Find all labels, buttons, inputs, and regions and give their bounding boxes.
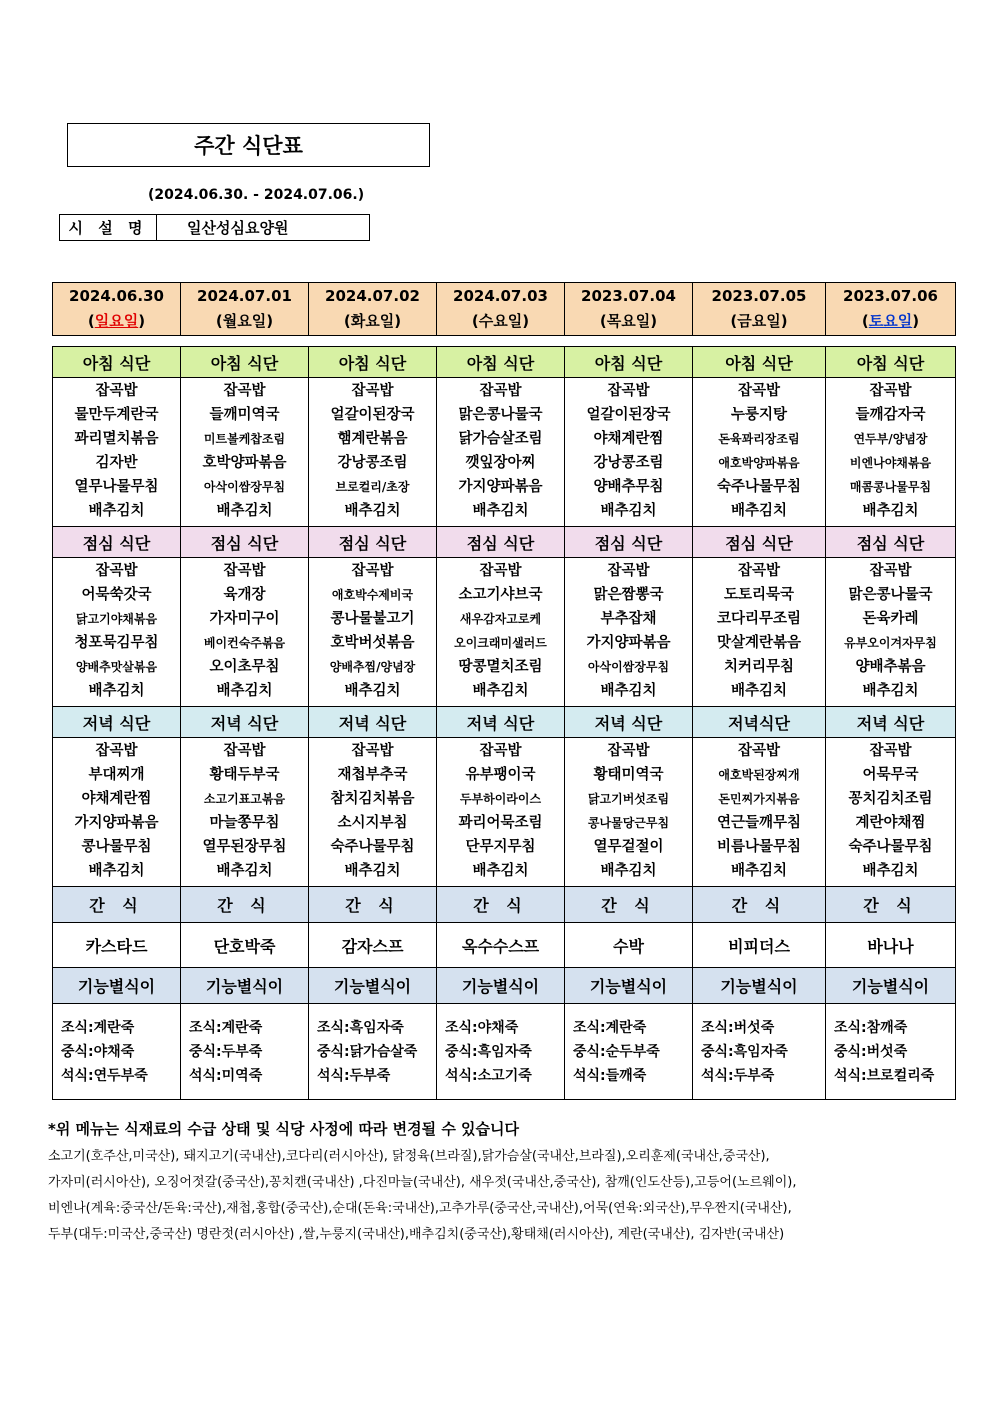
menu-item: 돈민찌가지볶음 <box>718 792 800 806</box>
snack-header: 간 식 <box>309 887 437 923</box>
menu-item: 코다리무조림 <box>716 611 802 627</box>
menu-item: 잡곡밥 <box>351 743 394 759</box>
menu-item: 황태두부국 <box>209 767 280 783</box>
snack-cell: 옥수수스프 <box>437 923 565 968</box>
menu-item: 어묵무국 <box>862 767 919 783</box>
dinner-items-row <box>53 738 956 887</box>
breakfast-items-row <box>53 378 956 527</box>
functional-diet-item: 조식:흑임자죽 <box>317 1019 404 1036</box>
functional-diet-cell <box>181 1004 309 1100</box>
breakfast-header: 아침 식단 <box>53 347 181 378</box>
weekly-menu-table <box>52 346 956 1100</box>
menu-item: 콩나물무침 <box>81 839 152 855</box>
menu-item: 잡곡밥 <box>479 383 522 399</box>
menu-item: 숙주나물무침 <box>848 839 933 855</box>
breakfast-menu-cell <box>565 378 693 527</box>
dinner-menu-cell <box>565 738 693 887</box>
menu-item: 돈육꽈리장조림 <box>718 432 800 446</box>
change-notice: *위 메뉴는 식재료의 수급 상태 및 식당 사정에 따라 변경될 수 있습니다 <box>48 1120 520 1138</box>
date-text: 2024.06.30 <box>69 287 164 305</box>
menu-item: 오이초무침 <box>209 659 280 675</box>
weekday <box>53 309 180 334</box>
menu-item: 열무겉절이 <box>593 839 664 855</box>
menu-item: 잡곡밥 <box>737 563 781 579</box>
functional-diet-header-row <box>53 968 956 1004</box>
menu-item: 잡곡밥 <box>95 743 138 759</box>
snack-header: 간 식 <box>181 887 309 923</box>
weekday <box>826 309 955 334</box>
lunch-header: 점심 식단 <box>565 527 693 558</box>
menu-item: 땅콩멸치조림 <box>458 659 543 675</box>
menu-item: 물만두계란국 <box>74 407 159 423</box>
menu-item: 배추김치 <box>862 683 919 699</box>
date-cell <box>53 283 181 336</box>
menu-item: 잡곡밥 <box>95 563 138 579</box>
menu-item: 가지양파볶음 <box>74 815 159 831</box>
date-cell <box>437 283 565 336</box>
menu-item: 닭가슴살조림 <box>458 431 543 447</box>
functional-diet-header: 기능별식이 <box>181 968 309 1004</box>
menu-item: 누룽지탕 <box>730 407 788 423</box>
weekday-text: 월요일 <box>222 312 267 330</box>
menu-item: 배추김치 <box>862 863 919 879</box>
dinner-menu-cell <box>53 738 181 887</box>
origin-line: 두부(대두:미국산,중국산) 명란젓(러시아산) ,쌀,누룽지(국내산),배추김치(중국산),황태채(러시아산), 계란(국내산), 김자반(국내산) <box>48 1227 785 1242</box>
breakfast-header: 아침 식단 <box>181 347 309 378</box>
weekday-text: 일요일 <box>94 312 139 330</box>
menu-item: 잡곡밥 <box>351 383 394 399</box>
functional-diet-item: 조식:계란죽 <box>61 1019 135 1036</box>
facility-label: 시 설 명 <box>60 215 157 240</box>
functional-diet-item: 중식:흑임자죽 <box>445 1043 532 1060</box>
weekday-paren: ) <box>522 312 530 330</box>
menu-item: 배추김치 <box>344 683 401 699</box>
menu-item: 단무지무침 <box>465 839 536 855</box>
menu-item: 숙주나물무침 <box>330 839 415 855</box>
lunch-header: 점심 식단 <box>437 527 565 558</box>
snack-cell: 비피더스 <box>693 923 826 968</box>
functional-diet-item: 중식:야채죽 <box>61 1043 135 1060</box>
menu-item: 얼갈이된장국 <box>586 407 671 423</box>
weekday-text: 토요일 <box>868 312 913 330</box>
weekday-paren: ( <box>215 312 223 330</box>
menu-item: 양배추무침 <box>593 479 664 495</box>
weekday-text: 목요일 <box>606 312 651 330</box>
menu-item: 잡곡밥 <box>479 743 522 759</box>
menu-item: 배추김치 <box>216 683 273 699</box>
functional-diet-header: 기능별식이 <box>565 968 693 1004</box>
functional-diet-header: 기능별식이 <box>826 968 956 1004</box>
menu-item: 잡곡밥 <box>95 383 138 399</box>
dinner-header: 저녁 식단 <box>437 707 565 738</box>
menu-item: 새우감자고로케 <box>459 612 542 626</box>
lunch-header: 점심 식단 <box>693 527 826 558</box>
lunch-items-row <box>53 558 956 707</box>
origin-info <box>48 1144 953 1248</box>
weekday-paren: ( <box>599 312 607 330</box>
functional-diet-header: 기능별식이 <box>437 968 565 1004</box>
date-text: 2023.07.05 <box>711 287 807 305</box>
menu-item: 얼갈이된장국 <box>330 407 415 423</box>
menu-item: 매콤콩나물무침 <box>849 480 932 494</box>
date-cell <box>181 283 309 336</box>
menu-item: 배추김치 <box>730 683 788 699</box>
menu-item: 치커리무침 <box>723 659 795 675</box>
date-text: 2024.07.01 <box>197 287 292 305</box>
functional-diet-item: 중식:버섯죽 <box>834 1043 908 1060</box>
functional-diet-cell <box>53 1004 181 1100</box>
origin-line: 가자미(러시아산), 오징어젓갈(중국산),꽁치캔(국내산) ,다진마늘(국내산), 새우젓(국내산,중국산), 참깨(인도산등),고등어(노르웨이), <box>48 1175 797 1190</box>
functional-diet-header: 기능별식이 <box>309 968 437 1004</box>
weekday-paren: ) <box>780 312 788 330</box>
menu-item: 꽈리멸치볶음 <box>74 431 159 447</box>
lunch-menu-cell <box>565 558 693 707</box>
menu-item: 배추김치 <box>88 503 145 519</box>
lunch-header-row <box>53 527 956 558</box>
snack-header: 간 식 <box>565 887 693 923</box>
functional-diet-item: 석식:두부죽 <box>317 1067 391 1084</box>
dinner-menu-cell <box>826 738 956 887</box>
menu-item: 양배추맛살볶음 <box>75 660 158 674</box>
functional-diet-header: 기능별식이 <box>693 968 826 1004</box>
date-text: 2023.07.06 <box>843 287 938 305</box>
functional-diet-item: 석식:브로컬리죽 <box>834 1067 935 1084</box>
menu-item: 김자반 <box>95 455 138 471</box>
menu-item: 잡곡밥 <box>869 563 912 579</box>
weekday-paren: ( <box>861 312 869 330</box>
menu-item: 재첩부추국 <box>337 767 408 783</box>
menu-item: 들깨미역국 <box>209 407 280 423</box>
menu-item: 숙주나물무침 <box>716 479 802 495</box>
functional-diet-item: 조식:계란죽 <box>573 1019 647 1036</box>
menu-item: 부대찌개 <box>88 767 145 783</box>
menu-item: 야채계란찜 <box>81 791 152 807</box>
dinner-header-row <box>53 707 956 738</box>
breakfast-header: 아침 식단 <box>826 347 956 378</box>
menu-item: 돈육카레 <box>862 611 919 627</box>
menu-item: 가지양파볶음 <box>586 635 671 651</box>
snack-cell: 카스타드 <box>53 923 181 968</box>
functional-diet-item: 중식:닭가슴살죽 <box>317 1043 418 1060</box>
snack-row <box>53 923 956 968</box>
functional-diet-cell <box>309 1004 437 1100</box>
breakfast-header: 아침 식단 <box>693 347 826 378</box>
weekday-text: 수요일 <box>478 312 523 330</box>
menu-item: 배추김치 <box>600 683 657 699</box>
functional-diet-item: 석식:소고기죽 <box>445 1067 532 1084</box>
menu-item: 꽁치김치조림 <box>848 791 933 807</box>
lunch-menu-cell <box>693 558 826 707</box>
menu-item: 배추김치 <box>730 863 788 879</box>
date-range: (2024.06.30. - 2024.07.06.) <box>148 187 365 203</box>
menu-item: 야채계란찜 <box>593 431 664 447</box>
functional-diet-cell <box>693 1004 826 1100</box>
dinner-menu-cell <box>309 738 437 887</box>
menu-item: 배추김치 <box>216 503 273 519</box>
menu-item: 양배추찜/양념장 <box>329 660 416 674</box>
breakfast-header: 아침 식단 <box>565 347 693 378</box>
menu-item: 배추김치 <box>600 503 657 519</box>
weekday-paren: ( <box>730 312 738 330</box>
menu-item: 잡곡밥 <box>737 743 781 759</box>
menu-item: 맑은콩나물국 <box>848 587 933 603</box>
menu-item: 미트볼케찹조림 <box>203 432 286 446</box>
lunch-menu-cell <box>181 558 309 707</box>
menu-item: 애호박양파볶음 <box>718 456 800 470</box>
menu-item: 육개장 <box>223 587 266 603</box>
menu-item: 잡곡밥 <box>223 743 266 759</box>
functional-diet-item: 석식:들깨죽 <box>573 1067 647 1084</box>
date-cell <box>826 283 956 336</box>
menu-item: 도토리묵국 <box>723 587 795 603</box>
date-text: 2024.07.03 <box>453 287 548 305</box>
menu-item: 배추김치 <box>600 863 657 879</box>
dinner-menu-cell <box>181 738 309 887</box>
lunch-menu-cell <box>53 558 181 707</box>
menu-item: 꽈리어묵조림 <box>458 815 543 831</box>
facility-name: 일산성심요양원 <box>187 219 289 237</box>
menu-item: 청포묵김무침 <box>74 635 159 651</box>
weekday-text: 금요일 <box>737 312 781 330</box>
menu-item: 배추김치 <box>344 863 401 879</box>
weekday <box>693 309 825 334</box>
lunch-menu-cell <box>309 558 437 707</box>
breakfast-menu-cell <box>693 378 826 527</box>
menu-item: 닭고기야채볶음 <box>75 612 158 626</box>
weekday-paren: ) <box>394 312 402 330</box>
menu-item: 배추김치 <box>730 503 788 519</box>
date-cell <box>693 283 826 336</box>
menu-item: 잡곡밥 <box>607 383 650 399</box>
menu-item: 가자미구이 <box>209 611 280 627</box>
snack-cell: 바나나 <box>826 923 956 968</box>
breakfast-menu-cell <box>826 378 956 527</box>
menu-item: 배추김치 <box>472 503 529 519</box>
weekday-paren: ( <box>343 312 351 330</box>
menu-item: 연근들깨무침 <box>716 815 802 831</box>
snack-header: 간 식 <box>437 887 565 923</box>
snack-cell: 단호박죽 <box>181 923 309 968</box>
origin-line: 소고기(호주산,미국산), 돼지고기(국내산),코다리(러시아산), 닭정육(브라질),닭가슴살(국내산,브라질),오리훈제(국내산,중국산), <box>48 1149 770 1164</box>
menu-item: 브로컬리/초장 <box>335 480 410 494</box>
snack-header: 간 식 <box>53 887 181 923</box>
menu-item: 황태미역국 <box>593 767 664 783</box>
dinner-menu-cell <box>437 738 565 887</box>
menu-item: 깻잎장아찌 <box>465 455 536 471</box>
date-text: 2024.07.02 <box>325 287 420 305</box>
functional-diet-item: 석식:미역죽 <box>189 1067 263 1084</box>
origin-line: 비엔나(계육:중국산/돈육:국산),재첩,홍합(중국산),순대(돈육:국내산),고추가루(중국산,국내산),어묵(연육:외국산),무우짠지(국내산), <box>48 1201 792 1216</box>
breakfast-menu-cell <box>181 378 309 527</box>
weekday-paren: ) <box>266 312 274 330</box>
date-cell <box>565 283 693 336</box>
functional-diet-item: 조식:참깨죽 <box>834 1019 908 1036</box>
functional-diet-item: 조식:계란죽 <box>189 1019 263 1036</box>
menu-item: 햄계란볶음 <box>337 431 408 447</box>
functional-diet-item: 석식:연두부죽 <box>61 1067 148 1084</box>
menu-item: 유부오이겨자무침 <box>844 636 937 650</box>
snack-header: 간 식 <box>693 887 826 923</box>
dinner-header: 저녁 식단 <box>53 707 181 738</box>
functional-diet-item: 중식:흑임자죽 <box>701 1043 788 1060</box>
weekday <box>181 309 308 334</box>
menu-item: 잡곡밥 <box>223 383 266 399</box>
menu-item: 잡곡밥 <box>351 563 394 579</box>
functional-diet-item: 조식:야채죽 <box>445 1019 519 1036</box>
functional-diet-cell <box>826 1004 956 1100</box>
dinner-header: 저녁 식단 <box>181 707 309 738</box>
breakfast-menu-cell <box>309 378 437 527</box>
menu-item: 비엔나야채볶음 <box>849 456 932 470</box>
menu-item: 맑은콩나물국 <box>458 407 543 423</box>
menu-item: 가지양파볶음 <box>458 479 543 495</box>
lunch-header: 점심 식단 <box>53 527 181 558</box>
weekday-paren: ) <box>912 312 920 330</box>
menu-item: 부추잡채 <box>600 611 657 627</box>
menu-item: 애호박수제비국 <box>331 588 414 602</box>
menu-item: 애호박된장찌개 <box>718 768 800 782</box>
date-cell <box>309 283 437 336</box>
dinner-menu-cell <box>693 738 826 887</box>
menu-item: 소고기표고볶음 <box>203 792 286 806</box>
breakfast-header: 아침 식단 <box>309 347 437 378</box>
menu-item: 배추김치 <box>472 863 529 879</box>
lunch-menu-cell <box>826 558 956 707</box>
menu-item: 배추김치 <box>88 863 145 879</box>
menu-item: 비름나물무침 <box>716 839 802 855</box>
weekday-text: 화요일 <box>350 312 395 330</box>
menu-item: 두부하이라이스 <box>459 792 542 806</box>
functional-diet-item: 석식:두부죽 <box>701 1067 775 1084</box>
menu-item: 아삭이쌈장무침 <box>587 660 670 674</box>
menu-item: 잡곡밥 <box>737 383 781 399</box>
snack-header: 간 식 <box>826 887 956 923</box>
functional-diet-item: 중식:두부죽 <box>189 1043 263 1060</box>
date-text: 2023.07.04 <box>581 287 676 305</box>
functional-diet-header: 기능별식이 <box>53 968 181 1004</box>
menu-item: 맑은짬뽕국 <box>593 587 664 603</box>
snack-cell: 감자스프 <box>309 923 437 968</box>
weekday-paren: ( <box>87 312 95 330</box>
lunch-menu-cell <box>437 558 565 707</box>
menu-item: 배추김치 <box>472 683 529 699</box>
menu-item: 오이크래미샐러드 <box>454 636 547 650</box>
snack-header-row <box>53 887 956 923</box>
menu-item: 배추김치 <box>216 863 273 879</box>
weekday-paren: ) <box>138 312 146 330</box>
breakfast-header: 아침 식단 <box>437 347 565 378</box>
functional-diet-row <box>53 1004 956 1100</box>
menu-item: 콩나물불고기 <box>330 611 415 627</box>
functional-diet-cell <box>565 1004 693 1100</box>
menu-item: 계란야채찜 <box>855 815 926 831</box>
menu-item: 마늘쫑무침 <box>209 815 280 831</box>
dinner-header: 저녁 식단 <box>826 707 956 738</box>
menu-item: 잡곡밥 <box>869 743 912 759</box>
menu-item: 소고기샤브국 <box>458 587 543 603</box>
menu-item: 강낭콩조림 <box>337 455 408 471</box>
date-header-table <box>52 282 956 336</box>
menu-item: 양배추볶음 <box>855 659 926 675</box>
facility-box <box>59 214 370 241</box>
weekday-paren: ( <box>471 312 479 330</box>
menu-item: 콩나물당근무침 <box>587 816 670 830</box>
menu-item: 닭고기버섯조림 <box>587 792 670 806</box>
dinner-header: 저녁식단 <box>693 707 826 738</box>
functional-diet-item: 중식:순두부죽 <box>573 1043 660 1060</box>
dinner-header: 저녁 식단 <box>309 707 437 738</box>
breakfast-header-row <box>53 347 956 378</box>
menu-item: 열무된장무침 <box>202 839 287 855</box>
weekday <box>437 309 564 334</box>
menu-item: 배추김치 <box>88 683 145 699</box>
menu-item: 강낭콩조림 <box>593 455 664 471</box>
menu-item: 배추김치 <box>862 503 919 519</box>
menu-item: 연두부/양념장 <box>853 432 928 446</box>
menu-item: 어묵쑥갓국 <box>81 587 152 603</box>
menu-item: 유부팽이국 <box>465 767 536 783</box>
menu-item: 호박버섯볶음 <box>330 635 415 651</box>
snack-cell: 수박 <box>565 923 693 968</box>
menu-item: 잡곡밥 <box>869 383 912 399</box>
lunch-header: 점심 식단 <box>181 527 309 558</box>
weekday-paren: ) <box>650 312 658 330</box>
lunch-header: 점심 식단 <box>826 527 956 558</box>
menu-item: 맛살계란볶음 <box>716 635 802 651</box>
dinner-header: 저녁 식단 <box>565 707 693 738</box>
menu-item: 아삭이쌈장무침 <box>203 480 286 494</box>
menu-item: 잡곡밥 <box>223 563 266 579</box>
menu-item: 잡곡밥 <box>479 563 522 579</box>
menu-item: 들깨감자국 <box>855 407 926 423</box>
page-title: 주간 식단표 <box>67 123 430 167</box>
lunch-header: 점심 식단 <box>309 527 437 558</box>
breakfast-menu-cell <box>437 378 565 527</box>
menu-item: 잡곡밥 <box>607 563 650 579</box>
weekday <box>309 309 436 334</box>
breakfast-menu-cell <box>53 378 181 527</box>
weekday <box>565 309 692 334</box>
menu-item: 베이컨숙주볶음 <box>203 636 286 650</box>
menu-item: 참치김치볶음 <box>330 791 415 807</box>
menu-item: 소시지부침 <box>337 815 408 831</box>
menu-item: 열무나물무침 <box>74 479 159 495</box>
menu-item: 잡곡밥 <box>607 743 650 759</box>
functional-diet-cell <box>437 1004 565 1100</box>
menu-item: 배추김치 <box>344 503 401 519</box>
functional-diet-item: 조식:버섯죽 <box>701 1019 775 1036</box>
menu-item: 호박양파볶음 <box>202 455 287 471</box>
